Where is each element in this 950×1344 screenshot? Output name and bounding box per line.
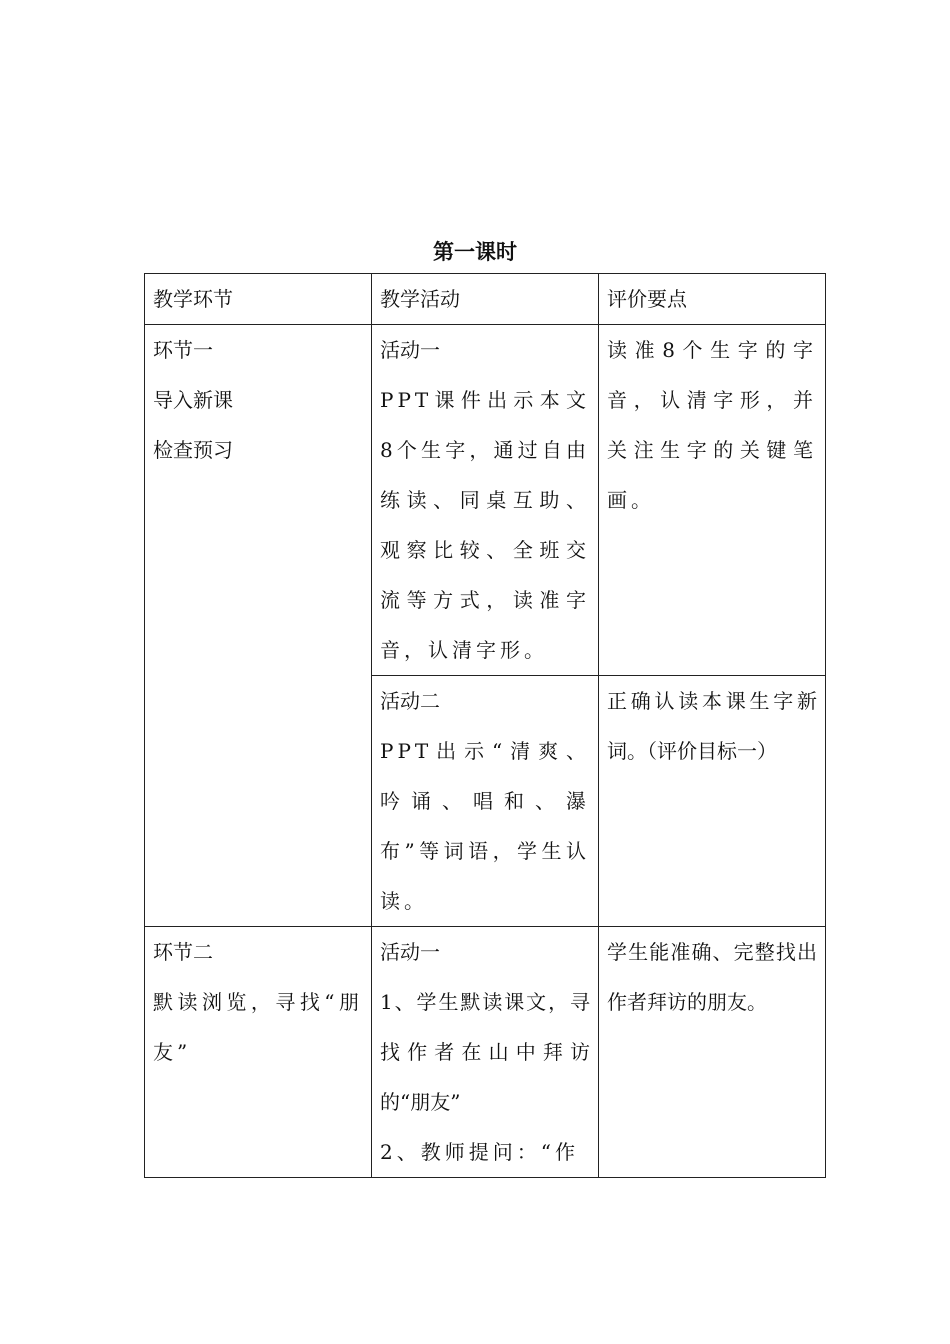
activity-name: 活动一 [380, 338, 440, 362]
section-2-stage-cell [145, 927, 372, 1178]
section-1-title: 导入新课 [153, 388, 233, 412]
section-1-stage-cell [145, 325, 372, 927]
section-1-subtitle: 检查预习 [153, 438, 233, 462]
activity-text: PPT出示“清爽、吟诵、唱和、瀑布”等词语，学生认读。 [380, 739, 590, 913]
section-2-eval-1-cell [599, 927, 826, 1178]
header-cell-activity: 教学活动 [372, 274, 599, 325]
lesson-plan-table [144, 273, 826, 1178]
section-2-activity-1-cell [372, 927, 599, 1178]
evaluation-text: 正确认读本课生字新词。（评价目标一） [607, 689, 817, 763]
header-cell-stage: 教学环节 [145, 274, 372, 325]
activity-name: 活动一 [380, 940, 440, 964]
section-2-label: 环节二 [153, 940, 213, 964]
activity-text: 1、学生默读课文，寻找作者在山中拜访的“朋友” [380, 990, 590, 1114]
section-1-label: 环节一 [153, 338, 213, 362]
section-2-title: 默读浏览，寻找“朋友” [153, 990, 363, 1064]
section-1-eval-1-cell [599, 325, 826, 676]
page-title: 第一课时 [433, 240, 517, 264]
section-1-eval-2-cell [599, 676, 826, 927]
table-row [145, 927, 826, 1178]
table-row [145, 325, 826, 676]
section-1-activity-2-cell [372, 676, 599, 927]
section-1-activity-1-cell [372, 325, 599, 676]
evaluation-text: 读准8个生字的字音，认清字形，并关注生字的关键笔画。 [607, 338, 817, 512]
activity-text: PPT课件出示本文8个生字，通过自由练读、同桌互助、观察比较、全班交流等方式，读准字音，认清字形。 [380, 388, 590, 662]
activity-name: 活动二 [380, 689, 440, 713]
header-cell-evaluation: 评价要点 [599, 274, 826, 325]
evaluation-text: 学生能准确、完整找出作者拜访的朋友。 [607, 940, 817, 1014]
table-header-row [145, 274, 826, 325]
activity-text: 2、教师提问：“作 [380, 1140, 579, 1164]
